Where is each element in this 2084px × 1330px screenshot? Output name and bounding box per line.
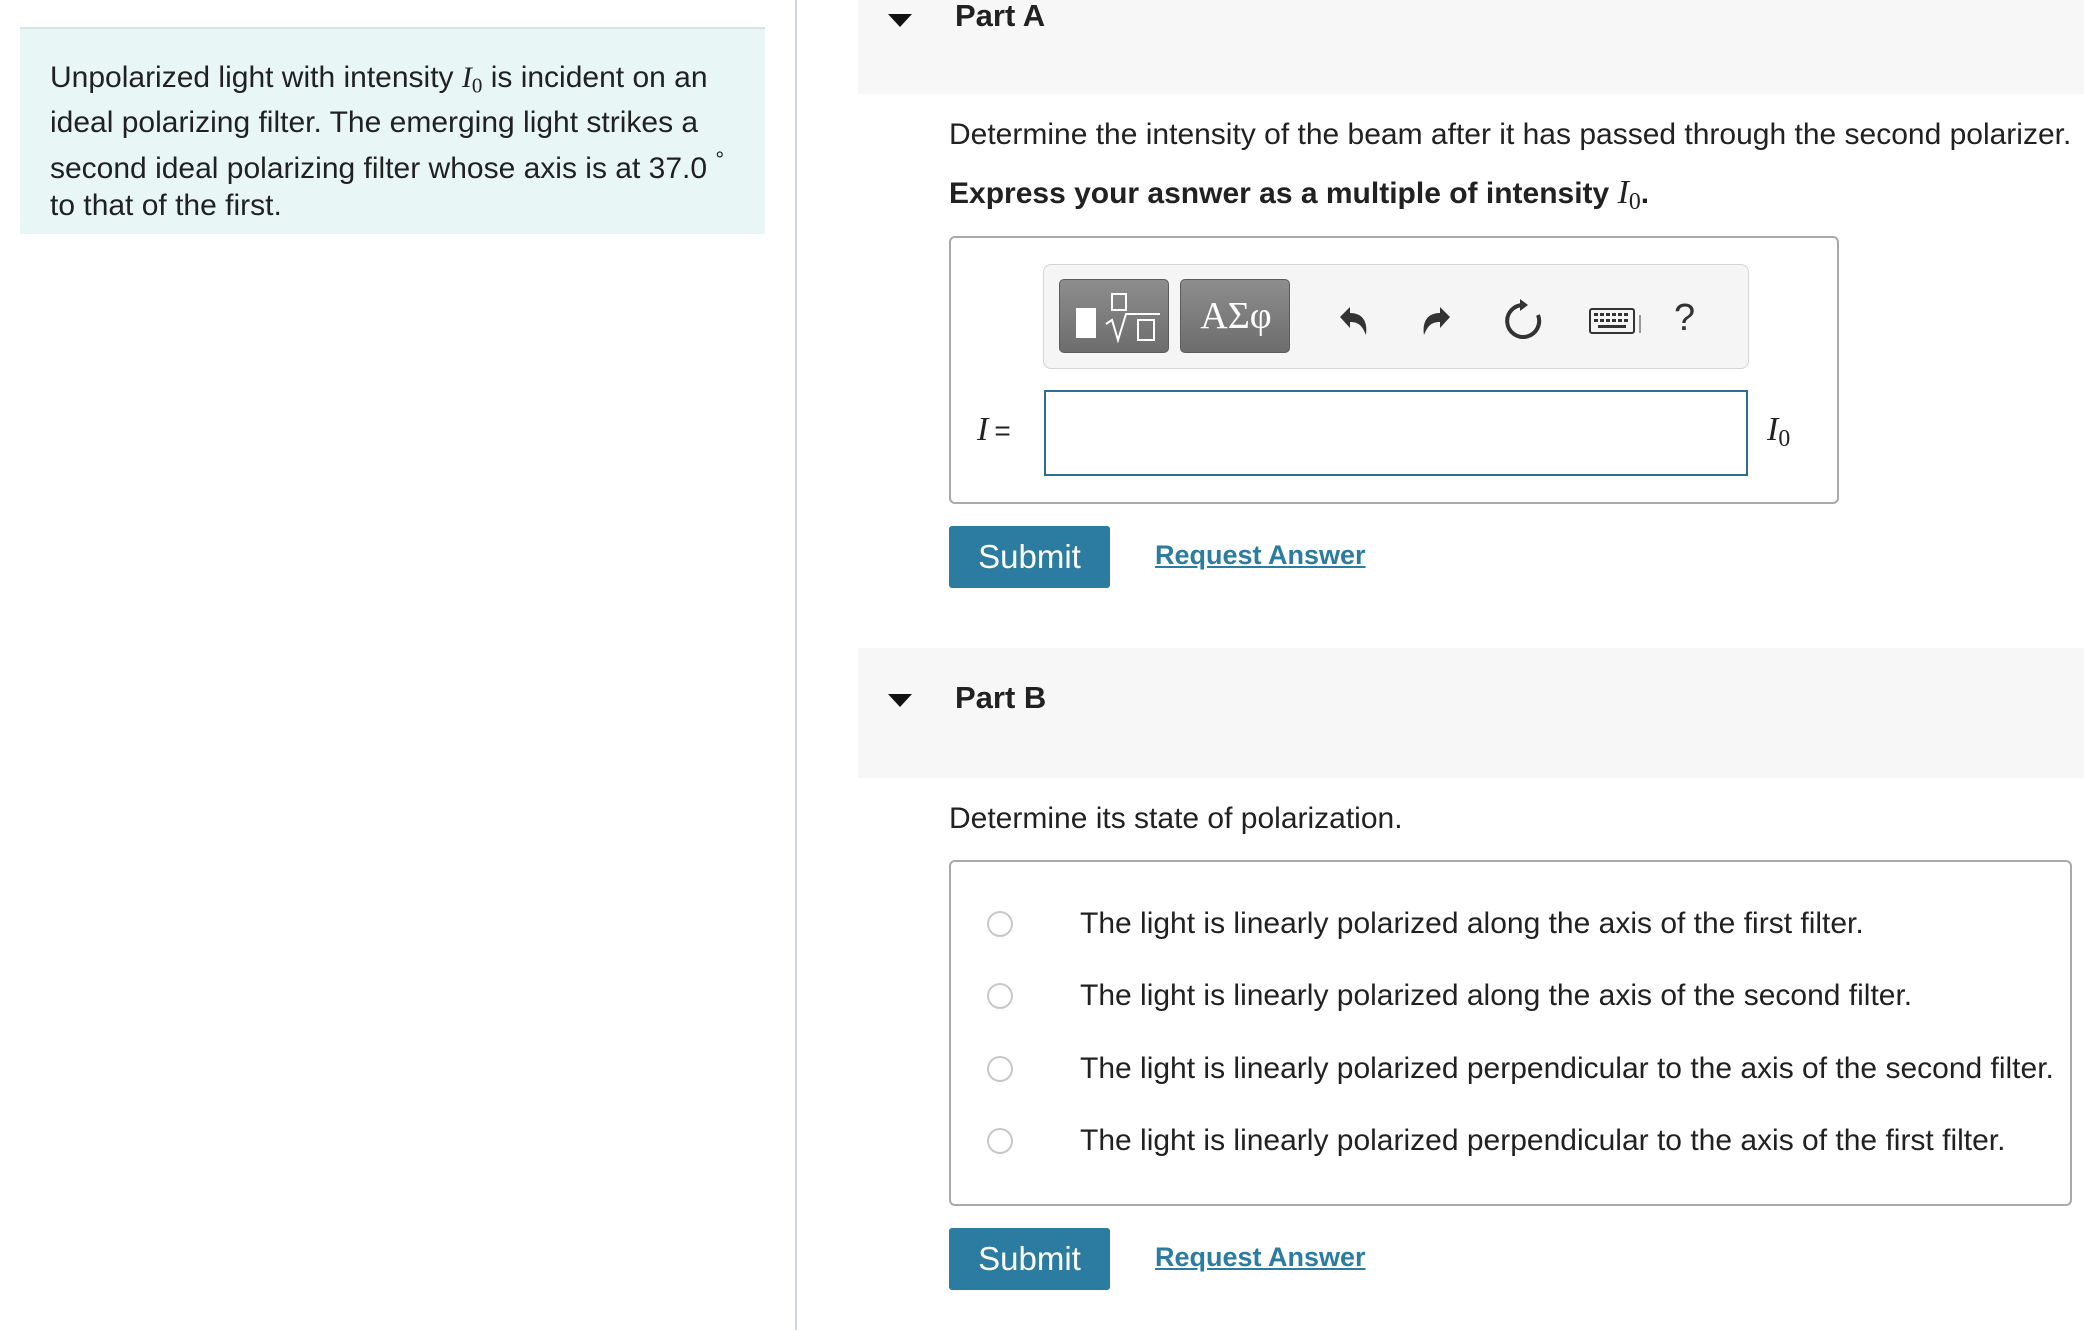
collapse-caret-icon[interactable]: [888, 694, 912, 707]
part-a-request-answer-link[interactable]: Request Answer: [1155, 540, 1366, 570]
part-a-instruction: Express your asnwer as a multiple of intensity $I_0$.: [949, 174, 1650, 215]
part-a-submit-button[interactable]: Submit: [949, 526, 1110, 588]
option-label: The light is linearly polarized along the axis of the first filter.: [1080, 907, 1864, 940]
degree-symbol: °: [715, 147, 725, 173]
panel-divider: [795, 0, 797, 1330]
templates-button[interactable]: [1059, 279, 1169, 353]
part-b-header[interactable]: [858, 648, 2084, 778]
redo-icon[interactable]: [1412, 295, 1464, 347]
part-b-submit-button[interactable]: Submit: [949, 1228, 1110, 1290]
intro-text-middle: is incident on an ideal polarizing filter. The emerging light strikes a second ideal polarizing filter whose axis is at 37.0: [50, 61, 716, 186]
part-b-request-answer-link[interactable]: Request Answer: [1155, 1242, 1366, 1272]
greek-symbols-button[interactable]: [1180, 279, 1290, 353]
intensity-symbol: $I_0$: [461, 61, 483, 98]
part-b-prompt: Determine its state of polarization.: [949, 802, 1403, 835]
undo-icon[interactable]: [1326, 295, 1378, 347]
problem-statement: [20, 27, 765, 234]
intro-text-start: Unpolarized light with intensity: [50, 61, 462, 94]
help-button[interactable]: ?: [1674, 297, 1696, 339]
radio-button[interactable]: [987, 983, 1013, 1009]
part-a-title: Part A: [955, 0, 1046, 33]
radio-button[interactable]: [987, 1128, 1013, 1154]
option-label: The light is linearly polarized along the axis of the second filter.: [1080, 979, 1913, 1012]
greek-symbols-label: ΑΣφ: [1200, 295, 1272, 337]
collapse-caret-icon[interactable]: [888, 14, 912, 27]
part-a-prompt: Determine the intensity of the beam after it has passed through the second polarizer.: [949, 118, 2072, 151]
option-label: The light is linearly polarized perpendicular to the axis of the second filter.: [1080, 1052, 2054, 1085]
keyboard-icon[interactable]: [1584, 295, 1642, 347]
options-box: [949, 860, 2072, 1206]
math-toolbar: [1043, 264, 1749, 369]
radio-button[interactable]: [987, 911, 1013, 937]
fraction-root-template-icon: [1060, 280, 1170, 354]
answer-input[interactable]: [1044, 390, 1748, 476]
part-a-header[interactable]: [858, 0, 2084, 94]
reset-icon[interactable]: [1498, 295, 1550, 347]
variable-label: I =: [977, 411, 1011, 448]
part-b-title: Part B: [955, 680, 1047, 715]
answer-box: [949, 236, 1839, 504]
radio-button[interactable]: [987, 1056, 1013, 1082]
intro-text-end: to that of the first.: [50, 189, 282, 223]
unit-label: $I_0$: [1767, 411, 1791, 452]
option-label: The light is linearly polarized perpendicular to the axis of the first filter.: [1080, 1124, 2006, 1157]
